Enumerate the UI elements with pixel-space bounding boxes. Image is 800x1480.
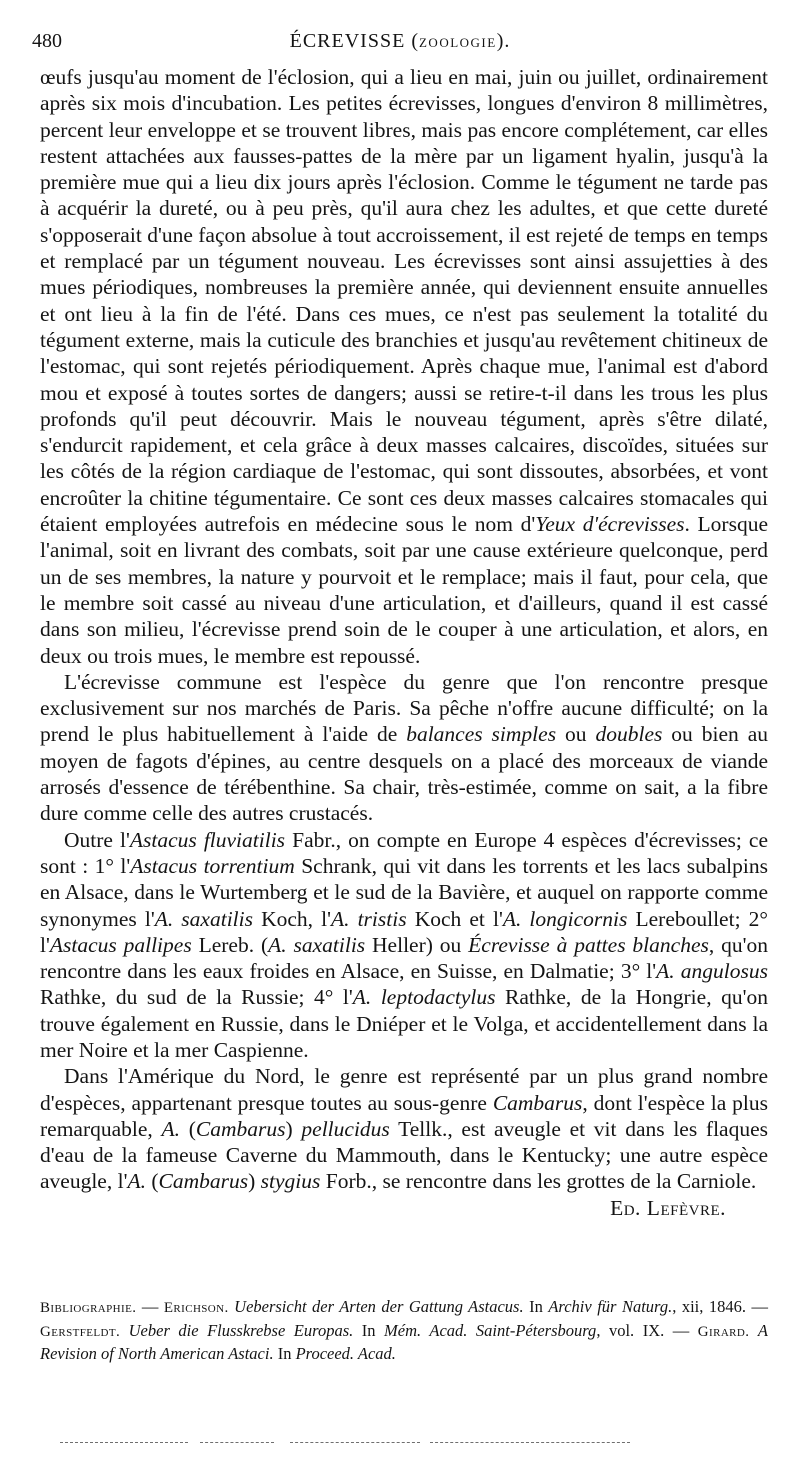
citation-title: Ueber die Flusskrebse Europas. [128,1320,354,1340]
italic-run: A. saxatilis [154,906,253,931]
footer-rule [290,1442,420,1443]
citation-journal: Mém. Acad. Saint-Pétersbourg [384,1320,597,1340]
text-run: Tellk., est aveugle et vit dans les flaques d'eau de la fameuse Caverne du Mammouth, dans le Kentucky; une autre espèce aveugle, l' [40,1116,768,1194]
italic-run: Astacus torrentium [130,853,295,878]
page-header [32,30,768,60]
italic-run: pellucidus [301,1116,390,1141]
paragraph-2 [40,669,768,827]
text-run: Outre l' [64,827,130,852]
paragraph-3 [40,827,768,1064]
page-number: 480 [32,30,62,52]
italic-run: Écrevisse à pattes blanches [468,932,709,957]
text-run: Fabr., on compte en Europe 4 espèces d'écrevisses; ce sont : 1° l' [40,827,768,878]
text-run: ( [180,1116,196,1141]
text-run: ( [145,1169,159,1194]
text-run: , dont l'espèce la plus remarquable, [40,1090,768,1141]
text-run: Dans l'Amérique du Nord, le genre est représenté par un plus grand nombre d'espèces, appartenant presque toutes au sous-genre [40,1064,768,1115]
italic-run: A. angulosus [656,959,768,984]
italic-run: stygius [260,1169,321,1194]
text-run: , qu'on rencontre dans les eaux froides en Alsace, en Suisse, en Dalmatie; 3° l' [40,932,768,984]
text-run [749,1321,758,1340]
running-title-main: ÉCREVISSE [289,30,406,52]
text-run: Lereb. ( [191,932,269,957]
running-title [32,30,768,53]
italic-run: Cambarus [195,1116,286,1141]
citation-author: Girard. [697,1323,750,1340]
citation-author: Erichson. [163,1300,229,1316]
text-run: , xii, 1846. — [672,1297,769,1316]
italic-run: Yeux d'écrevisses [535,512,685,537]
citation-journal: Archiv für Naturg. [548,1297,673,1316]
italic-run: Cambarus [158,1169,249,1194]
italic-run: A. [161,1116,181,1141]
text-run: L'écrevisse commune est l'espèce du genre que l'on rencontre presque exclusivement sur nos marchés de Paris. Sa pêche n'offre aucune difficulté; on la prend le plus habituellement à l'aide de [40,669,768,747]
paragraph-1 [40,64,768,669]
italic-run: A. [127,1169,146,1194]
italic-run: Astacus pallipes [49,932,192,957]
italic-run: A. tristis [330,906,407,931]
footer-rule [60,1442,188,1443]
text-run: In [353,1320,385,1340]
text-run: Lereboullet; 2° l' [40,906,768,957]
text-run: Heller) ou [365,932,469,957]
text-run: In [523,1297,549,1316]
italic-run: Astacus fluviatilis [129,827,286,852]
text-run: ) [285,1116,302,1141]
footer-rule [200,1442,274,1443]
running-title-close: ). [496,30,511,52]
running-title-subject: ZOOLOGIE [418,35,497,50]
text-run: Rathke, du sud de la Russie; 4° l' [40,985,353,1010]
text-run: ou bien au moyen de fagots d'épines, au centre desquels on a placé des morceaux de viande arrosés d'essence de térébenthine. Sa chair, très-estimée, comme on sait, a la fibre dure comme celle des autres crustacés. [40,722,769,826]
text-run: — [136,1297,164,1316]
text-run: œufs jusqu'au moment de l'éclosion, qui a lieu en mai, juin ou juillet, ordinairement après six mois d'incubation. Les petites écrevisses, longues d'environ 8 millimètres, percent leur enveloppe et se trouvent libres, mais pas encore complétement, car elles restent attachées aux fausses-pattes de la mère par un ligament hyalin, jusqu'à la première mue qui a lieu dix jours après l'éclosion. Comme le tégument ne tarde pas à acquérir la dureté, ou à peu près, qu'il aura chez les adultes, et que cette dureté s'opposerait d'une façon absolue à tout accroissement, il est rejeté de temps en temps et remplacé par un tégument nouveau. Les écrevisses sont ainsi assujetties à des mues périodiques, nombreuses la première année, qui deviennent ensuite annuelles et ont lieu à la fin de l'été. Dans ces mues, ce n'est pas seulement la totalité du tégument externe, mais la cuticule des branchies et jusqu'au revêtement chitineux de l'estomac, qui sont rejetés périodiquement. Après chaque mue, l'animal est d'abord mou et exposé à toutes sortes de dangers; aussi se retire-t-il dans les trous les plus profonds qu'il peut découvrir. Mais le nouveau tégument, après s'être dilaté, s'endurcit rapidement, et cela grâce à deux masses calcaires, discoïdes, situées sur les côtés de la région cardiaque de l'estomac, qui sont dissoutes, absorbées, et vont encroûter la chitine tégumentaire. Ce sont ces deux masses calcaires stomacales qui étaient employées autrefois en médecine sous le nom d' [40,65,768,537]
text-run: , vol. IX. — [596,1320,698,1340]
text-run: ) [248,1169,261,1194]
text-run: Forb., se rencontre dans les grottes de la Carniole. [320,1169,757,1194]
italic-run: A. saxatilis [268,932,366,957]
text-run [120,1321,129,1340]
running-title-open: ( [405,30,419,52]
italic-run: Cambarus [492,1090,583,1115]
footer-rule [430,1442,630,1443]
citation-journal: Proceed. Acad. [295,1344,396,1363]
italic-run: A. longicornis [502,906,628,931]
text-run: Koch, l' [252,906,331,931]
text-run: Koch et l' [406,906,503,931]
bibliography [40,1296,768,1366]
article-body [40,64,768,1221]
italic-run: A. leptodactylus [352,985,496,1010]
citation-author: Gerstfeldt. [40,1323,121,1340]
italic-run: doubles [595,722,663,747]
paragraph-4 [40,1063,768,1220]
citation-title: Uebersicht der Arten der Gattung Astacus. [234,1297,524,1316]
citation-title: A Revision of North American Astaci. [40,1320,769,1363]
text-run: Rathke, de la Hongrie, qu'on trouve également en Russie, dans le Dniéper et le Volga, et accidentellement dans la mer Noire et la mer Caspienne. [40,985,768,1062]
italic-run: balances simples [406,722,557,747]
author-signature: Ed. Lefèvre. [610,1195,726,1220]
text-run: . Lorsque l'animal, soit en livrant des combats, soit par une cause extérieure quelconque, perd un de ses membres, la nature y pourvoit et le remplace; mais il faut, pour cela, que le membre soit cassé au niveau d'une articulation, et d'ailleurs, quand il est cassé dans son milieu, l'écrevisse prend soin de le couper à une articulation, et alors, en deux ou trois mues, le membre est repoussé. [40,512,769,668]
text-run: In [273,1344,296,1363]
text-run: Schrank, qui vit dans les torrents et les lacs subalpins en Alsace, dans le Wurtemberg et le sud de la Bavière, et auquel on rapporte comme synonymes l' [40,853,768,931]
bibliography-heading: Bibliographie. [40,1300,137,1316]
text-run: ou [556,722,596,747]
